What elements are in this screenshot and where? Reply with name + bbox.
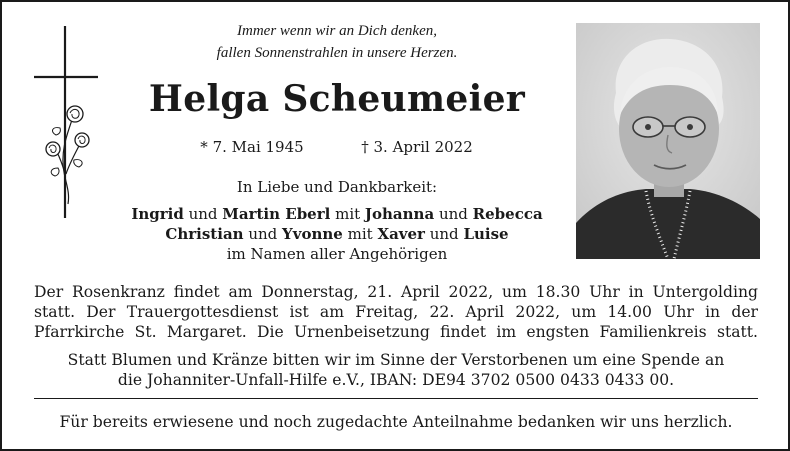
portrait-photo bbox=[576, 23, 760, 259]
mourner-name: Xaver bbox=[377, 225, 425, 243]
service-paragraph bbox=[34, 282, 758, 342]
mourner-connector: und bbox=[424, 225, 464, 243]
cross-with-roses-icon bbox=[30, 22, 106, 222]
mourners-intro: In Liebe und Dankbarkeit: bbox=[236, 178, 438, 196]
deceased-name: Helga Scheumeier bbox=[148, 78, 526, 120]
mourner-name: Ingrid bbox=[131, 205, 184, 223]
service-line-1: Der Rosenkranz findet am Donnerstag, 21. April 2022, um 18.30 Uhr in Untergolding bbox=[34, 283, 758, 301]
mourner-name: Christian bbox=[165, 225, 244, 243]
mourners-line-2 bbox=[112, 224, 562, 244]
motto-line-2: fallen Sonnenstrahlen in unsere Herzen. bbox=[216, 45, 458, 61]
mourner-connector: und bbox=[183, 205, 223, 223]
mourner-name: Yvonne bbox=[282, 225, 343, 243]
mourners-line-1 bbox=[112, 204, 562, 224]
mourner-name: Luise bbox=[463, 225, 509, 243]
mourner-name: Rebecca bbox=[472, 205, 543, 223]
mourner-name: Johanna bbox=[364, 205, 435, 223]
service-line-2: statt. Der Trauergottesdienst ist am Freitag, 22. April 2022, um 14.00 Uhr in der bbox=[34, 303, 758, 321]
donation-line-2: die Johanniter-Unfall-Hilfe e.V., IBAN: DE94 3702 0500 0433 0433 00. bbox=[117, 371, 675, 389]
mourners-closing: im Namen aller Angehörigen bbox=[226, 245, 448, 263]
mourner-connector: und bbox=[434, 205, 473, 223]
motto-line-1: Immer wenn wir an Dich denken, bbox=[237, 23, 437, 39]
divider-line bbox=[34, 398, 758, 399]
birth-date: * 7. Mai 1945 bbox=[200, 138, 304, 156]
mourner-connector: und bbox=[243, 225, 283, 243]
closing-thanks: Für bereits erwiesene und noch zugedachte Anteilnahme bedanken wir uns herzlich. bbox=[59, 413, 733, 431]
donation-line-1: Statt Blumen und Kränze bitten wir im Sinne der Verstorbenen um eine Spende an bbox=[67, 351, 725, 369]
mourner-name: Martin Eberl bbox=[222, 205, 331, 223]
mourner-connector: mit bbox=[330, 205, 365, 223]
death-date: † 3. April 2022 bbox=[361, 138, 473, 156]
mourner-connector: mit bbox=[342, 225, 378, 243]
service-line-3: Pfarrkirche St. Margaret. Die Urnenbeisetzung findet im engsten Familienkreis statt. bbox=[34, 323, 758, 341]
